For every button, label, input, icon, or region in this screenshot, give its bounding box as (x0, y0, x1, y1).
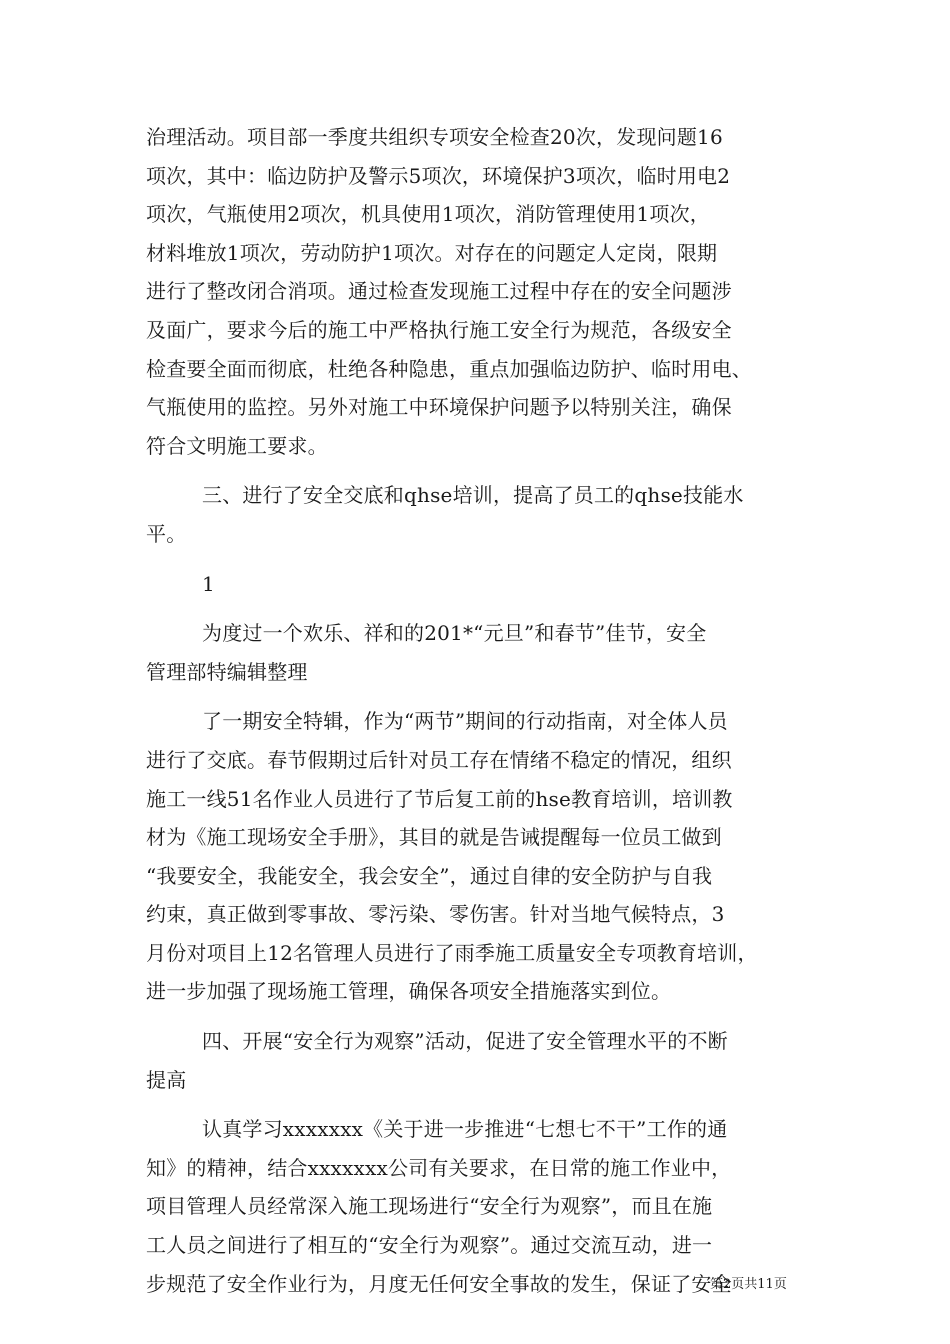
text-line: 检查要全面而彻底，杜绝各种隐患，重点加强临边防护、临时用电、 (146, 356, 752, 381)
paragraph-start: 认真学习xxxxxxx《关于进一步推进“七想七不干”工作的通 (202, 1117, 728, 1142)
paragraph-start: 为度过一个欢乐、祥和的201*“元旦”和春节”佳节，安全 (202, 621, 707, 646)
section-heading: 四、开展“安全行为观察”活动，促进了安全管理水平的不断 (202, 1029, 728, 1054)
text-line: 施工一线51名作业人员进行了节后复工前的hse教育培训，培训教 (146, 786, 733, 811)
text-line: 步规范了安全作业行为，月度无任何安全事故的发生，保证了安全 (146, 1271, 732, 1296)
text-line: 项目管理人员经常深入施工现场进行“安全行为观察”，而且在施 (146, 1194, 713, 1219)
text-line: 进行了整改闭合消项。通过检查发现施工过程中存在的安全问题涉 (146, 279, 732, 304)
text-line: 知》的精神，结合xxxxxxx公司有关要求，在日常的施工作业中， (146, 1155, 732, 1180)
text-line: 项次，气瓶使用2项次，机具使用1项次，消防管理使用1项次， (146, 202, 710, 227)
text-line: “我要安全，我能安全，我会安全”，通过自律的安全防护与自我 (146, 863, 713, 888)
section-heading: 三、进行了安全交底和qhse培训，提高了员工的qhse技能水 (202, 483, 744, 508)
text-line: 约束，真正做到零事故、零污染、零伤害。针对当地气候特点，3 (146, 902, 725, 927)
text-line: 平。 (146, 521, 187, 546)
paragraph-start: 了一期安全特辑，作为“两节”期间的行动指南，对全体人员 (202, 709, 728, 734)
text-line: 气瓶使用的监控。另外对施工中环境保护问题予以特别关注，确保 (146, 395, 732, 420)
text-line: 管理部特编辑整理 (146, 659, 308, 684)
text-line: 治理活动。项目部一季度共组织专项安全检查20次，发现问题16 (146, 125, 723, 149)
page-footer-number: 第2页共11页 (710, 1277, 787, 1292)
embedded-page-number: 1 (202, 571, 215, 596)
text-line: 进行了交底。春节假期过后针对员工存在情绪不稳定的情况，组织 (146, 747, 732, 772)
text-line: 工人员之间进行了相互的“安全行为观察”。通过交流互动，进一 (146, 1233, 713, 1258)
text-line: 项次，其中：临边防护及警示5项次，环境保护3项次，临时用电2 (146, 163, 731, 188)
text-line: 进一步加强了现场施工管理，确保各项安全措施落实到位。 (146, 979, 672, 1004)
text-line: 材料堆放1项次，劳动防护1项次。对存在的问题定人定岗，限期 (146, 240, 718, 265)
text-line: 材为《施工现场安全手册》，其目的就是告诫提醒每一位员工做到 (146, 825, 722, 850)
document-body (146, 118, 806, 1303)
text-line: 月份对项目上12名管理人员进行了雨季施工质量安全专项教育培训， (146, 940, 758, 965)
text-line: 提高 (146, 1067, 187, 1092)
text-line: 符合文明施工要求。 (146, 433, 328, 458)
text-line: 及面广，要求今后的施工中严格执行施工安全行为规范，各级安全 (146, 317, 732, 342)
